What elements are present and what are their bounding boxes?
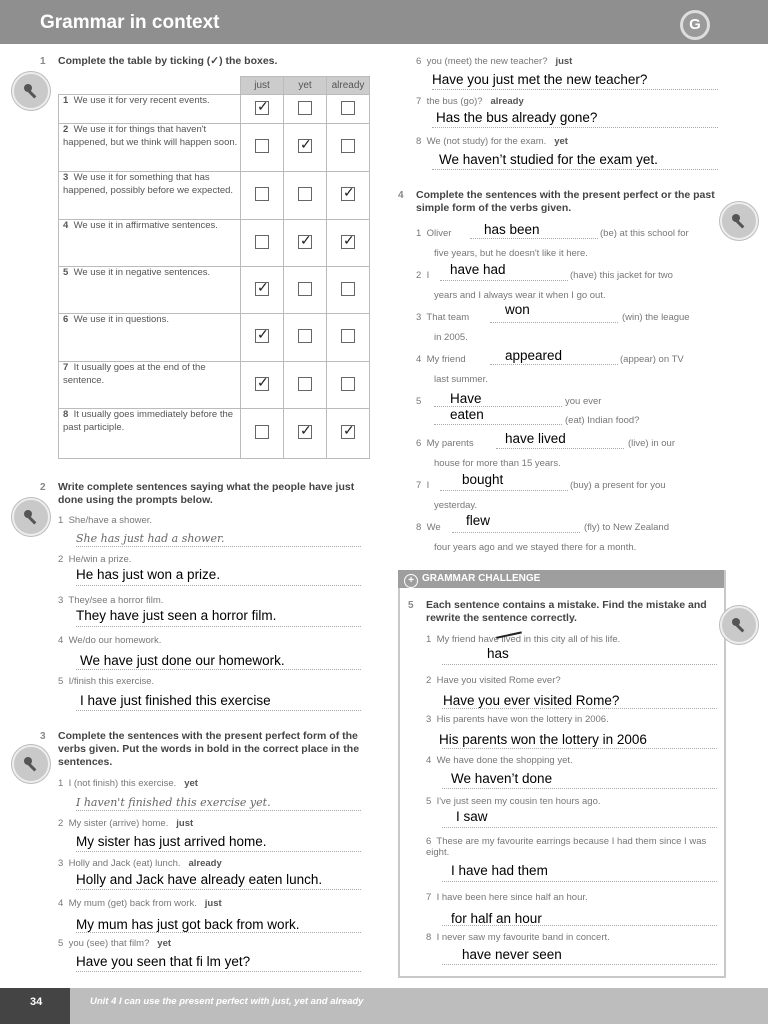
ex3-prompt: My mum (get) back from work. <box>68 898 197 909</box>
ex3-answer[interactable]: Holly and Jack have already eaten lunch. <box>76 872 323 887</box>
ex3-answer[interactable]: Have you seen that fi lm yet? <box>76 954 251 969</box>
ex3-answer[interactable]: Has the bus already gone? <box>436 110 598 125</box>
key-icon <box>12 72 50 110</box>
ex1-instruction: Complete the table by ticking (✓) the boxes. <box>58 55 278 67</box>
row-text: It usually goes at the end of the sentence. <box>63 362 206 386</box>
footer-unit-text: Unit 4 I can use the present perfect with just, yet and already <box>90 996 364 1007</box>
ex5-prompt: Have you visited Rome ever? <box>436 675 561 686</box>
ex3-prompt: I (not finish) this exercise. <box>68 778 177 789</box>
check-mark-icon: ✓ <box>343 422 355 438</box>
ex4-instruction: Complete the sentences with the present perfect or the past simple form of the verbs given. <box>416 189 715 214</box>
ex5-answer[interactable]: His parents won the lottery in 2006 <box>439 732 647 747</box>
tick-checkbox[interactable] <box>298 231 312 249</box>
ex3-instruction: Complete the sentences with the present perfect form of the verbs given. Put the words in bold in the correct place in the sentences. <box>58 730 360 768</box>
check-mark-icon: ✓ <box>257 278 269 295</box>
ex2-instruction: Write complete sentences saying what the people have just done using the prompts below. <box>58 481 355 506</box>
ex5-prompt: My friend have lived in this city all of his life. <box>436 634 621 645</box>
tick-checkbox[interactable] <box>298 329 312 343</box>
ex2-answer[interactable]: They have just seen a horror film. <box>76 608 277 623</box>
ex5-prompt: I have been here since half an hour. <box>436 892 588 903</box>
ex1-number: 1 <box>40 56 46 67</box>
check-mark-icon: ✓ <box>300 231 312 248</box>
tick-checkbox[interactable] <box>255 187 269 201</box>
ex3-prompt: We (not study) for the exam. <box>426 136 547 147</box>
check-mark-icon: ✓ <box>300 422 312 438</box>
ex2-prompt: He/win a prize. <box>68 554 132 565</box>
ex5-number: 5 <box>408 600 414 611</box>
table-row: 2 We use it for things that haven't happened, but we think will happen soon. ✓ <box>59 124 370 172</box>
ex4-answer[interactable]: has been <box>484 222 540 237</box>
ex3-answer[interactable]: Have you just met the new teacher? <box>432 72 648 87</box>
page-title: Grammar in context <box>40 12 220 33</box>
ex2-prompt: They/see a horror film. <box>68 595 164 606</box>
ex4-answer[interactable]: bought <box>462 472 504 487</box>
ex3-bold-word: already <box>490 96 524 107</box>
ex4-answer[interactable]: Have <box>450 391 482 406</box>
ex3-answer[interactable]: We haven’t studied for the exam yet. <box>439 152 658 167</box>
tick-checkbox[interactable] <box>298 101 312 115</box>
ex5-prompt: We have done the shopping yet. <box>436 755 573 766</box>
tick-checkbox[interactable] <box>298 187 312 201</box>
ex3-bold-word: yet <box>184 778 198 789</box>
ex2-answer[interactable]: He has just won a prize. <box>76 567 221 582</box>
ex3-bold-word: just <box>555 56 573 67</box>
table-row: 7 It usually goes at the end of the sentence. ✓ <box>59 362 370 409</box>
check-mark-icon: ✓ <box>257 373 269 390</box>
grammar-badge-icon: G <box>680 10 710 40</box>
table-row: 6 We use it in questions. ✓ <box>59 314 370 362</box>
ex5-prompt: These are my favourite earrings because I had them since I was eight. <box>426 836 707 858</box>
check-mark-icon: ✓ <box>343 184 355 200</box>
ex5-instruction: Each sentence contains a mistake. Find the mistake and rewrite the sentence correctly. <box>426 599 707 624</box>
ex5-answer[interactable]: has <box>487 646 509 661</box>
ex3-bold-word: just <box>176 818 194 829</box>
tick-checkbox[interactable] <box>255 235 269 249</box>
ex2-answer[interactable]: We have just done our homework. <box>80 653 285 668</box>
check-mark-icon: ✓ <box>257 326 269 342</box>
key-icon <box>12 745 50 783</box>
row-text: We use it in affirmative sentences. <box>73 220 218 231</box>
table-row: 3 We use it for something that has happened, possibly before we expected. ✓ <box>59 172 370 220</box>
check-mark-icon: ✓ <box>300 136 312 152</box>
tick-checkbox[interactable] <box>298 282 312 296</box>
ex4-answer[interactable]: flew <box>466 513 491 528</box>
table-row: 5 We use it in negative sentences. ✓ <box>59 267 370 314</box>
ex4-answer[interactable]: appeared <box>505 348 563 363</box>
table-row: 8 It usually goes immediately before the past participle. ✓ ✓ <box>59 409 370 459</box>
ex4-answer[interactable]: have had <box>450 262 506 277</box>
check-mark-icon: ✓ <box>257 97 269 114</box>
row-text: We use it in questions. <box>73 314 169 325</box>
ex2-prompt: She/have a shower. <box>68 515 153 526</box>
ex3-bold-word: yet <box>554 136 568 147</box>
col-header-just: just <box>241 77 284 95</box>
grammar-challenge-header <box>398 570 724 588</box>
key-icon <box>720 202 758 240</box>
col-header-already: already <box>327 77 370 95</box>
check-mark-icon: ✓ <box>343 231 355 248</box>
tick-checkbox[interactable] <box>341 377 355 391</box>
grammar-challenge-box <box>398 570 726 978</box>
ex5-prompt: I've just seen my cousin ten hours ago. <box>436 796 601 807</box>
ex3-number: 3 <box>40 731 46 742</box>
ex5-answer[interactable]: I saw <box>456 809 488 824</box>
ex2-number: 2 <box>40 482 46 493</box>
tick-checkbox[interactable] <box>255 278 269 296</box>
ex4-answer[interactable]: eaten <box>450 407 484 422</box>
ex4-number: 4 <box>398 190 404 201</box>
tick-checkbox[interactable] <box>341 101 355 115</box>
ex3-answer[interactable]: My sister has just arrived home. <box>76 834 267 849</box>
challenge-title: GRAMMAR CHALLENGE <box>422 573 541 584</box>
tick-checkbox[interactable] <box>298 377 312 391</box>
row-text: We use it for things that haven't happened, but we think will happen soon. <box>63 124 238 148</box>
ex5-prompt: I never saw my favourite band in concert. <box>436 932 610 943</box>
tick-checkbox[interactable] <box>298 136 312 153</box>
tick-checkbox[interactable] <box>341 184 355 201</box>
key-icon <box>720 606 758 644</box>
ex4-answer[interactable]: won <box>505 302 530 317</box>
tick-checkbox[interactable] <box>255 139 269 153</box>
ex2-prompt: We/do our homework. <box>68 635 162 646</box>
ex3-prompt: you (meet) the new teacher? <box>426 56 548 67</box>
tick-checkbox[interactable] <box>255 373 269 391</box>
ex5-answer[interactable]: have never seen <box>462 947 562 962</box>
table-row: 4 We use it in affirmative sentences. ✓ ✓ <box>59 220 370 267</box>
ex5-prompt: His parents have won the lottery in 2006. <box>436 714 609 725</box>
ex2-answer[interactable]: I have just finished this exercise <box>80 693 271 708</box>
key-icon <box>12 498 50 536</box>
tick-checkbox[interactable] <box>255 97 269 115</box>
table-row: 1 We use it for very recent events. ✓ <box>59 95 370 124</box>
ex1-table <box>58 76 370 459</box>
tick-checkbox[interactable] <box>341 282 355 296</box>
tick-checkbox[interactable] <box>255 326 269 343</box>
ex3-answer[interactable]: My mum has just got back from work. <box>76 917 300 932</box>
ex3-prompt: My sister (arrive) home. <box>68 818 169 829</box>
ex3-example-answer: I haven't finished this exercise yet. <box>76 796 271 809</box>
ex5-answer[interactable]: for half an hour <box>451 911 542 926</box>
ex4-answer[interactable]: have lived <box>505 431 566 446</box>
tick-checkbox[interactable] <box>255 425 269 439</box>
ex3-bold-word: already <box>188 858 222 869</box>
row-text: We use it for something that has happened, possibly before we expected. <box>63 172 234 196</box>
col-header-yet: yet <box>284 77 327 95</box>
ex3-prompt: Holly and Jack (eat) lunch. <box>68 858 181 869</box>
ex3-bold-word: yet <box>157 938 172 949</box>
tick-checkbox[interactable] <box>341 139 355 153</box>
row-text: We use it for very recent events. <box>73 95 210 106</box>
tick-checkbox[interactable] <box>341 231 355 249</box>
page-number: 34 <box>0 988 70 1024</box>
ex2-prompt: I/finish this exercise. <box>68 676 155 687</box>
tick-checkbox[interactable] <box>341 422 355 439</box>
ex5-answer[interactable]: I have had them <box>451 863 548 878</box>
tick-checkbox[interactable] <box>298 422 312 439</box>
row-text: It usually goes immediately before the past participle. <box>63 409 234 433</box>
ex5-answer[interactable]: We haven’t done <box>451 771 553 786</box>
ex2-example-answer: She has just had a shower. <box>76 532 225 545</box>
plus-circle-icon: + <box>404 574 418 588</box>
tick-checkbox[interactable] <box>341 329 355 343</box>
ex3-prompt: you (see) that film? <box>68 938 150 949</box>
ex5-answer[interactable]: Have you ever visited Rome? <box>443 693 620 708</box>
row-text: We use it in negative sentences. <box>73 267 211 278</box>
ex3-prompt: the bus (go)? <box>426 96 483 107</box>
ex3-bold-word: just <box>204 898 222 909</box>
